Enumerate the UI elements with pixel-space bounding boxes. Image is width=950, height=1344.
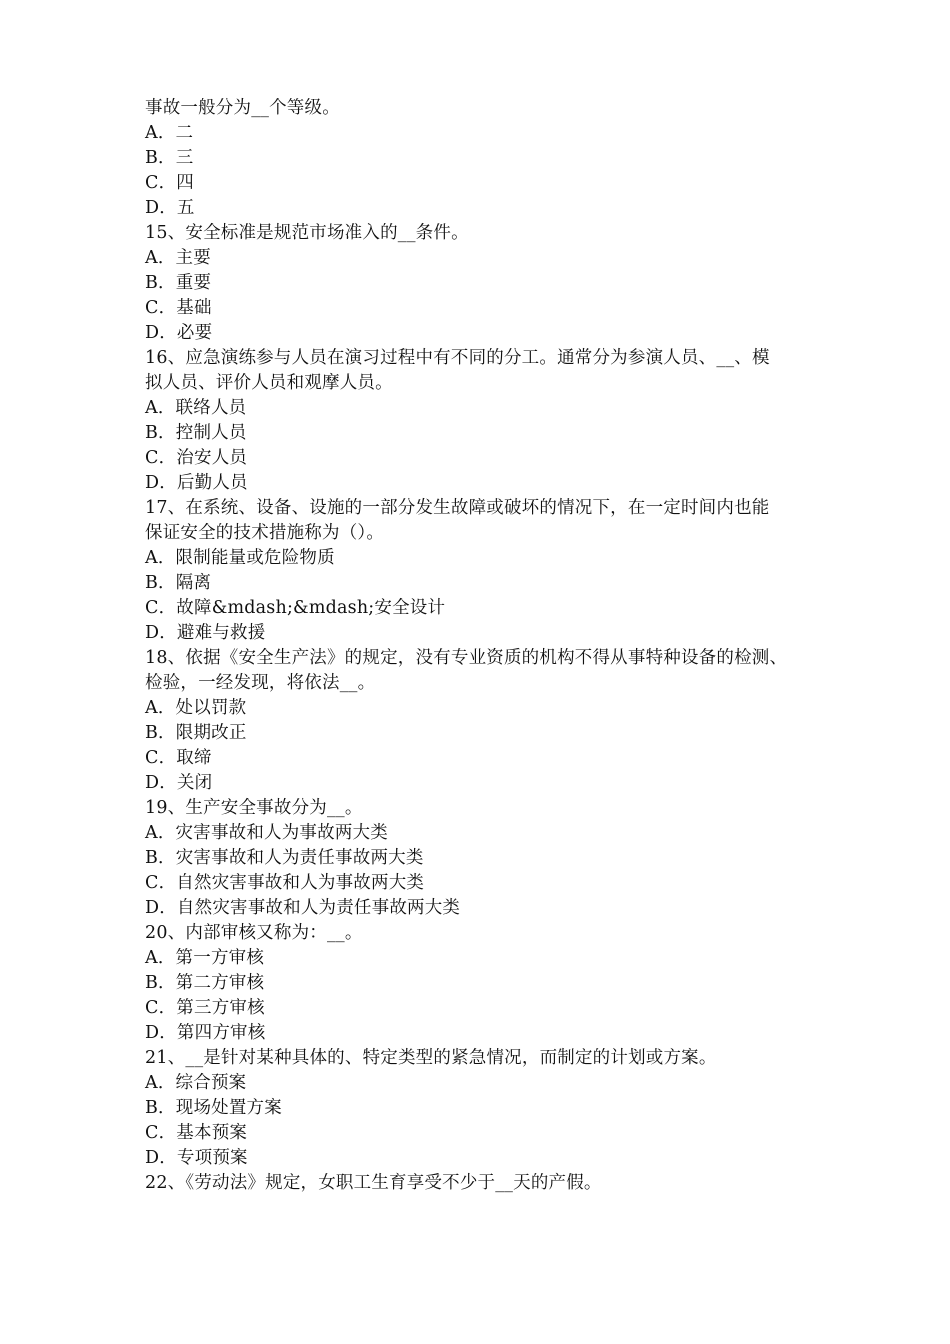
question-text-line: 事故一般分为__个等级。 bbox=[145, 98, 340, 118]
document-body bbox=[145, 96, 825, 1196]
answer-option: A．综合预案 bbox=[145, 1073, 247, 1093]
answer-option: C．第三方审核 bbox=[145, 998, 265, 1018]
answer-option: A．主要 bbox=[145, 248, 211, 268]
answer-option: A．处以罚款 bbox=[145, 698, 247, 718]
answer-option: D．五 bbox=[145, 198, 195, 218]
answer-option: B．现场处置方案 bbox=[145, 1098, 282, 1118]
answer-option: A．二 bbox=[145, 123, 194, 143]
question-text-line: 保证安全的技术措施称为（）。 bbox=[145, 523, 385, 543]
question-text-line: 20、内部审核又称为：__。 bbox=[145, 923, 363, 943]
question-text-line: 21、__是针对某种具体的、特定类型的紧急情况，而制定的计划或方案。 bbox=[145, 1048, 717, 1068]
answer-option: C．故障&mdash;&mdash;安全设计 bbox=[145, 598, 446, 618]
answer-option: C．基本预案 bbox=[145, 1123, 248, 1143]
answer-option: D．关闭 bbox=[145, 773, 213, 793]
answer-option: C．治安人员 bbox=[145, 448, 248, 468]
answer-option: C．自然灾害事故和人为事故两大类 bbox=[145, 873, 425, 893]
answer-option: B．控制人员 bbox=[145, 423, 247, 443]
answer-option: C．四 bbox=[145, 173, 194, 193]
answer-option: C．基础 bbox=[145, 298, 212, 318]
answer-option: A．限制能量或危险物质 bbox=[145, 548, 335, 568]
answer-option: A．第一方审核 bbox=[145, 948, 265, 968]
answer-option: D．第四方审核 bbox=[145, 1023, 266, 1043]
answer-option: A．联络人员 bbox=[145, 398, 247, 418]
answer-option: B．隔离 bbox=[145, 573, 212, 593]
answer-option: D．必要 bbox=[145, 323, 213, 343]
question-text-line: 22、《劳动法》规定，女职工生育享受不少于__天的产假。 bbox=[145, 1173, 602, 1193]
question-text-line: 15、安全标准是规范市场准入的__条件。 bbox=[145, 223, 469, 243]
answer-option: B．三 bbox=[145, 148, 194, 168]
answer-option: B．第二方审核 bbox=[145, 973, 265, 993]
question-text-line: 拟人员、评价人员和观摩人员。 bbox=[145, 373, 393, 393]
answer-option: B．重要 bbox=[145, 273, 212, 293]
answer-option: C．取缔 bbox=[145, 748, 212, 768]
answer-option: A．灾害事故和人为事故两大类 bbox=[145, 823, 388, 843]
answer-option: B．灾害事故和人为责任事故两大类 bbox=[145, 848, 424, 868]
question-text-line: 18、依据《安全生产法》的规定，没有专业资质的机构不得从事特种设备的检测、 bbox=[145, 648, 788, 668]
answer-option: B．限期改正 bbox=[145, 723, 247, 743]
question-text-line: 16、应急演练参与人员在演习过程中有不同的分工。通常分为参演人员、__、模 bbox=[145, 348, 770, 368]
answer-option: D．自然灾害事故和人为责任事故两大类 bbox=[145, 898, 461, 918]
question-text-line: 19、生产安全事故分为__。 bbox=[145, 798, 363, 818]
answer-option: D．避难与救援 bbox=[145, 623, 266, 643]
question-text-line: 检验，一经发现，将依法__。 bbox=[145, 673, 376, 693]
answer-option: D．后勤人员 bbox=[145, 473, 248, 493]
answer-option: D．专项预案 bbox=[145, 1148, 248, 1168]
question-text-line: 17、在系统、设备、设施的一部分发生故障或破坏的情况下，在一定时间内也能 bbox=[145, 498, 770, 518]
